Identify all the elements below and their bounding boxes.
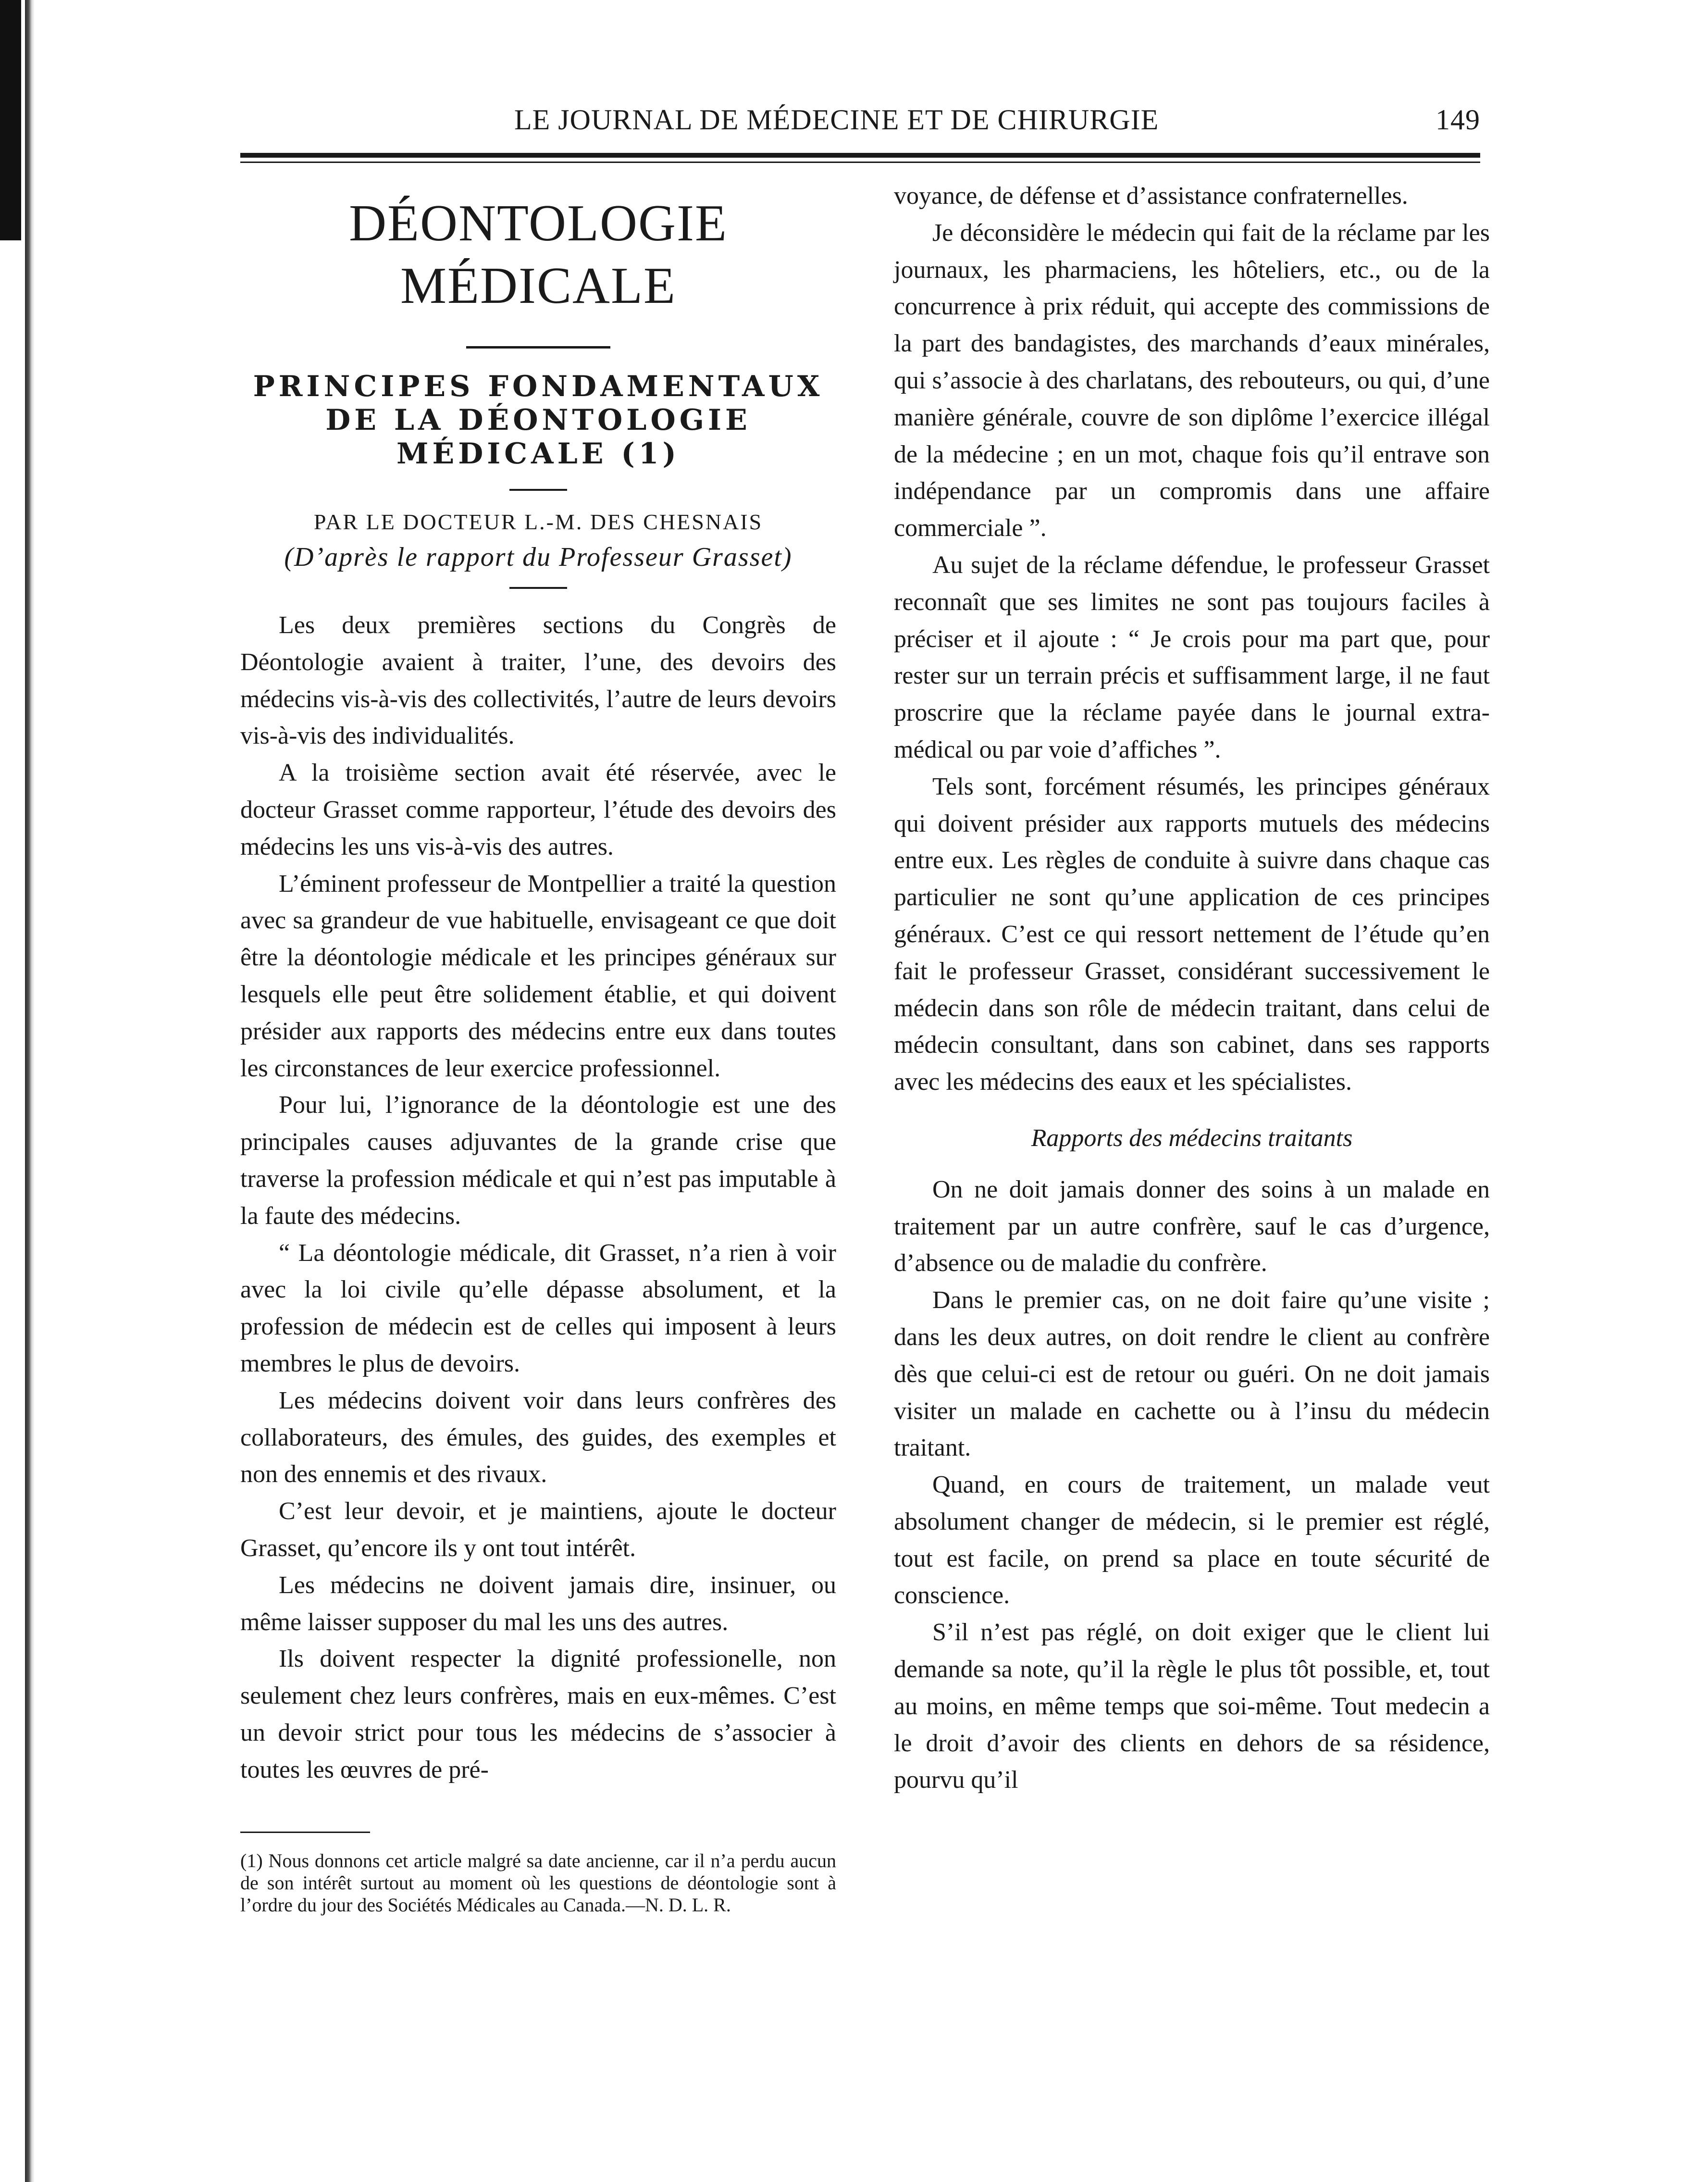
page-number: 149: [1436, 104, 1480, 136]
paragraph: Les médecins ne doivent jamais dire, insinuer, ou même laisser supposer du mal les uns des autres.: [240, 1571, 836, 1636]
paragraph: “ La déontologie médicale, dit Grasset, n’a rien à voir avec la loi civile qu’elle dépasse absolument, et la profession de médecin est de celles qui imposent à leurs membres le plus de devoirs.: [240, 1239, 836, 1377]
paragraph: Au sujet de la réclame défendue, le professeur Grasset reconnaît que ses limites ne sont pas toujours faciles à préciser et il ajoute : “ Je crois pour ma part que, pour rester sur un terrain précis et suffisamment large, il ne faut proscrire que la réclame payée dans le journal extra-médical ou par voie d’affiches ”.: [894, 551, 1490, 763]
article-subtitle-line2: DE LA DÉONTOLOGIE: [325, 403, 751, 437]
subtitle-divider: [509, 489, 567, 491]
paragraph: On ne doit jamais donner des soins à un malade en traitement par un autre confrère, sauf le cas d’urgence, d’absence ou de maladie du confrère.: [894, 1175, 1490, 1277]
left-column: [240, 178, 836, 1789]
paragraph: Les deux premières sections du Congrès de Déontologie avaient à traiter, l’une, des devoirs des médecins vis-à-vis des collectivités, l’autre de leurs devoirs vis-à-vis des individualités.: [240, 611, 836, 750]
paragraph: Dans le premier cas, on ne doit faire qu’une visite ; dans les deux autres, on doit rendre le client au confrère dès que celui-ci est de retour ou guéri. On ne doit jamais visiter un malade en cachette ou à l’insu du médecin traitant.: [894, 1286, 1490, 1462]
footnote-rule: [240, 1832, 370, 1833]
article-title: DÉONTOLOGIE MÉDICALE: [349, 195, 728, 314]
paragraph: Ils doivent respecter la dignité professionelle, non seulement chez leurs confrères, mais en eux-mêmes. C’est un devoir strict pour tous les médecins de s’associer à toutes les œuvres de pré-: [240, 1645, 836, 1783]
paragraph: Tels sont, forcément résumés, les principes généraux qui doivent présider aux rapports mutuels des médecins entre eux. Les règles de conduite à suivre dans chaque cas particulier ne sont qu’une application de ces principes généraux. C’est ce qui ressort nettement de l’étude qu’en fait le professeur Grasset, considérant successivement le médecin dans son rôle de médecin traitant, dans celui de médecin consultant, dans son cabinet, dans ses rapports avec les médecins des eaux et les spécialistes.: [894, 773, 1490, 1096]
byline-divider: [509, 587, 567, 589]
paragraph: S’il n’est pas réglé, on doit exiger que le client lui demande sa note, qu’il la règle le plus tôt possible, et, tout au moins, en même temps que soi-même. Tout medecin a le droit d’avoir des clients en dehors de sa résidence, pourvu qu’il: [894, 1619, 1490, 1794]
paragraph: L’éminent professeur de Montpellier a traité la question avec sa grandeur de vue habituelle, envisageant ce que doit être la déontologie médicale et les principes généraux sur lesquels elle peut être solidement établie, et qui doivent présider aux rapports des médecins entre eux dans toutes les circonstances de leur exercice professionnel.: [240, 870, 836, 1082]
article-subtitle-line3: MÉDICALE (1): [396, 437, 680, 471]
source-note: (D’après le rapport du Professeur Grasset): [284, 542, 792, 572]
right-column: [894, 178, 1490, 1799]
header-rule-thick: [240, 153, 1480, 158]
footnote: (1) Nous donnons cet article malgré sa date ancienne, car il n’a perdu aucun de son intérêt surtout au moment où les questions de déontologie sont à l’ordre du jour des Sociétés Médicales au Canada.—N. D. L. R.: [240, 1850, 836, 1916]
page-header: [240, 103, 1480, 147]
paragraph: A la troisième section avait été réservée, avec le docteur Grasset comme rapporteur, l’étude des devoirs des médecins les uns vis-à-vis des autres.: [240, 759, 836, 860]
title-divider: [466, 346, 610, 349]
scan-border-dark: [0, 0, 21, 240]
scan-gutter-shadow: [25, 0, 35, 2182]
article-subtitle-line1: PRINCIPES FONDAMENTAUX: [253, 370, 824, 403]
paragraph: Quand, en cours de traitement, un malade veut absolument changer de médecin, si le premier est réglé, tout est facile, on prend sa place en toute sécurité de conscience.: [894, 1471, 1490, 1609]
paragraph: C’est leur devoir, et je maintiens, ajoute le docteur Grasset, qu’encore ils y ont tout intérêt.: [240, 1497, 836, 1562]
paragraph: Je déconsidère le médecin qui fait de la réclame par les journaux, les pharmaciens, les hôteliers, etc., ou de la concurrence à prix réduit, qui accepte des commissions de la part des bandagistes, des marchands d’eaux minérales, qui s’associe à des charlatans, des rebouteurs, ou qui, d’une manière générale, couvre de son diplôme l’exercice illégal de la médecine ; en un mot, chaque fois qu’il entrave son indépendance par un compromis dans une affaire commerciale ”.: [894, 219, 1490, 542]
running-title: LE JOURNAL DE MÉDECINE ET DE CHIRURGIE: [514, 104, 1159, 136]
paragraph: Les médecins doivent voir dans leurs confrères des collaborateurs, des émules, des guides, des exemples et non des ennemis et des rivaux.: [240, 1386, 836, 1488]
paragraph-continued: voyance, de défense et d’assistance confraternelles.: [894, 182, 1408, 210]
byline: PAR LE DOCTEUR L.-M. DES CHESNAIS: [313, 510, 763, 534]
paragraph: Pour lui, l’ignorance de la déontologie est une des principales causes adjuvantes de la grande crise que traverse la profession médicale et qui n’est pas imputable à la faute des médecins.: [240, 1091, 836, 1230]
header-rule-thin: [240, 162, 1480, 163]
section-heading: Rapports des médecins traitants: [1031, 1124, 1353, 1152]
